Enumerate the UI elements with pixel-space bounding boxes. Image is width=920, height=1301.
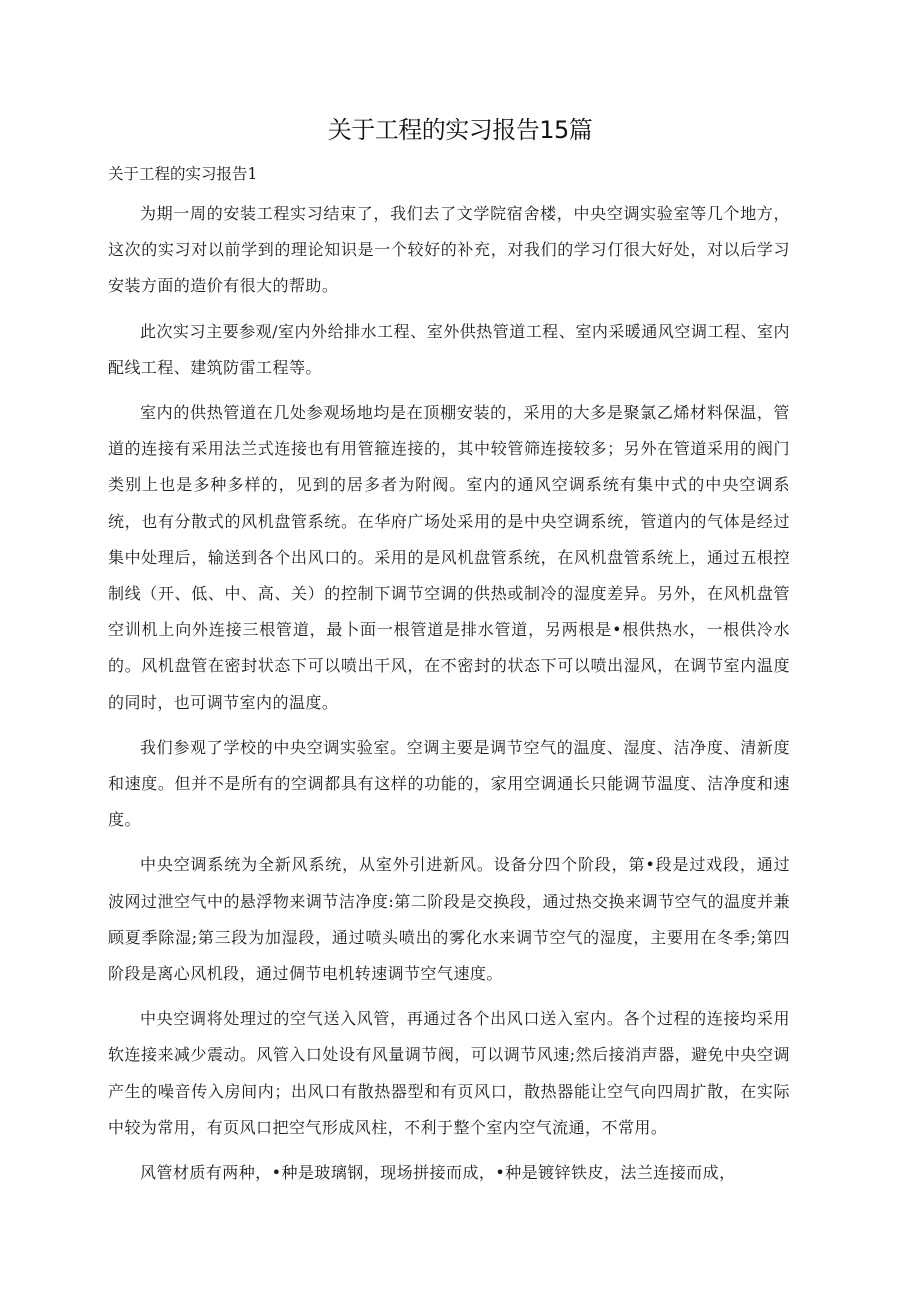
paragraph: 中央空调系统为全新风系统，从室外引进新风。设备分四个阶段，第•段是过戏段，通过波网过泄空气中的悬浮物来调节洁净度:第二阶段是交换段，通过热交换来调节空气的温度并兼顾夏季除湿;第三段为加湿段，通过喷头喷出的雾化水来调节空气的湿度，主要用在冬季;第四阶段是离心风机段，通过倜节电机转速调节空气速度。 <box>108 855 790 984</box>
section-heading: 关于工程的实习报告1 <box>108 165 258 183</box>
paragraph: 风管材质有两种，•种是玻璃钢，现场拼接而成，•种是镀锌铁皮，法兰连接而成， <box>140 1163 736 1183</box>
paragraph: 中央空调将处理过的空气送入风管，再通过各个出风口送入室内。各个过程的连接均采用软连接来减少震动。风管入口处设有风量调节阀，可以调节风速;然后接消声器，避免中央空调产生的噪音传入房间内；出风口有散热器型和有页风口，散热器能让空气向四周扩散，在实际中较为常用，有页风口把空气形成风柱，不利于整个室内空气流通，不常用。 <box>108 1009 790 1137</box>
paragraph: 我们参观了学校的中央空调实验室。空调主要是调节空气的温度、湿度、洁净度、清新度和速度。但并不是所有的空调都具有这样的功能的，家用空调通长只能调节温度、洁净度和速度。 <box>108 737 790 830</box>
paragraph: 室内的供热管道在几处参观场地均是在顶棚安装的，采用的大多是聚氯乙烯材料保温，管道的连接有采用法兰式连接也有用管箍连接的，其中较管筛连接较多；另外在管道采用的阀门类别上也是多种多样的，见到的居多者为附阀。室内的通风空调系统有集中式的中央空调系统，也有分散式的风机盘管系统。在华府广场处采用的是中央空调系统，管道内的气体是经过集中处理后，输送到各个出风口的。采用的是风机盘管系统，在风机盘管系统上，通过五根控制线（开、低、中、高、关）的控制下调节空调的供热或制冷的湿度差异。另外，在风机盘管空训机上向外连接三根管道，最卜面一根管道是排水管道，另两根是•根供热水，一根供冷水的。风机盘管在密封状态下可以喷出干风，在不密封的状态下可以喷出湿风，在调节室内温度的同时，也可调节室内的温度。 <box>108 403 790 712</box>
paragraph: 为期一周的安装工程实习结束了，我们去了文学院宿舍楼，中央空调实验室等几个地方，这次的实习对以前学到的理论知识是一个较好的补充，对我们的学习仃很大好处，对以后学习安装方面的造价有很大的帮助。 <box>108 204 790 296</box>
document-title: 关于工程的实习报告15篇 <box>327 116 593 144</box>
document-body <box>108 196 790 1200</box>
paragraph: 此次实习主要参观/室内外给排水工程、室外供热管道工程、室内采暖通风空调工程、室内配线工程、建筑防雷工程等。 <box>108 321 790 377</box>
